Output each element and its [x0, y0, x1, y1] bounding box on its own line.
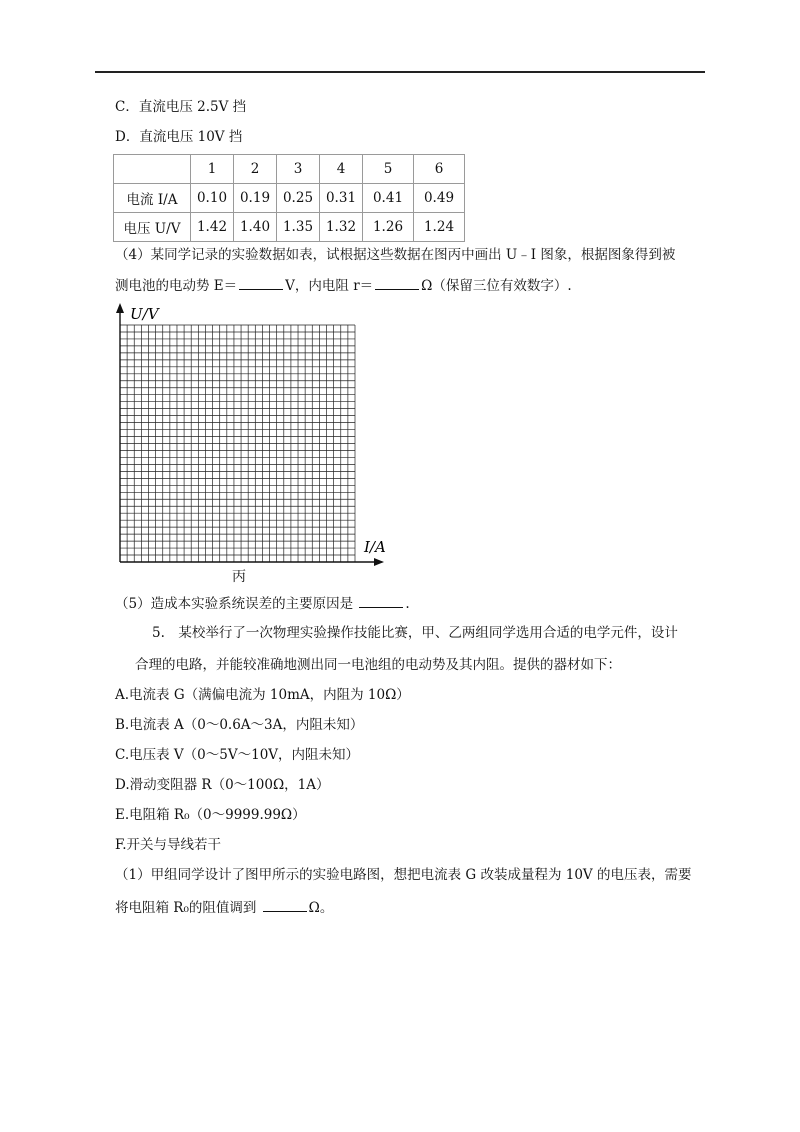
table-cell: 1.32	[320, 213, 363, 242]
table-row	[114, 213, 465, 242]
table-cell: 0.10	[191, 184, 234, 213]
sub1-text: 将电阻箱 R₀的阻值调到	[115, 900, 261, 916]
table-header-cell: 6	[414, 155, 465, 184]
table-row-label: 电流 I/A	[114, 184, 191, 213]
answer-blank-r0[interactable]	[263, 898, 307, 912]
equipment-item-a: A.电流表 G（满偏电流为 10mA，内阻为 10Ω）	[115, 687, 410, 703]
q4-line1: （4）某同学记录的实验数据如表，试根据这些数据在图丙中画出 U﹣I 图象，根据图象得到被	[115, 247, 676, 263]
equipment-item-f: F.开关与导线若干	[115, 837, 222, 853]
equipment-item-b: B.电流表 A（0～0.6A～3A，内阻未知）	[115, 717, 364, 733]
table-cell: 0.41	[363, 184, 414, 213]
equipment-item-d: D.滑动变阻器 R（0～100Ω，1A）	[115, 777, 330, 793]
table-header-cell: 3	[277, 155, 320, 184]
q5-text: （5）造成本实验系统误差的主要原因是	[115, 596, 358, 612]
table-cell: 1.24	[414, 213, 465, 242]
table-cell: 0.49	[414, 184, 465, 213]
table-row	[114, 184, 465, 213]
top-rule	[95, 71, 705, 73]
q5-line	[115, 594, 410, 613]
table-header-cell	[114, 155, 191, 184]
table-header-cell: 4	[320, 155, 363, 184]
q5-end: .	[405, 596, 410, 612]
q4-text-e: 测电池的电动势 E＝	[115, 278, 238, 294]
answer-blank-e[interactable]	[239, 276, 283, 290]
table-cell: 1.42	[191, 213, 234, 242]
table-header-cell: 2	[234, 155, 277, 184]
sub1-line2	[115, 898, 333, 917]
data-table	[113, 154, 465, 242]
table-cell: 1.40	[234, 213, 277, 242]
answer-blank-q5[interactable]	[359, 594, 403, 608]
table-header-row	[114, 155, 465, 184]
table-row-label: 电压 U/V	[114, 213, 191, 242]
table-cell: 1.26	[363, 213, 414, 242]
equipment-item-e: E.电阻箱 R₀（0～9999.99Ω）	[115, 807, 306, 823]
table-cell: 0.31	[320, 184, 363, 213]
problem5-line1: 5. 某校举行了一次物理实验操作技能比赛，甲、乙两组同学选用合适的电学元件，设计	[152, 625, 678, 641]
table-header-cell: 5	[363, 155, 414, 184]
x-axis-arrow-icon	[374, 558, 384, 566]
table-cell: 0.25	[277, 184, 320, 213]
figure-caption: 丙	[232, 569, 246, 585]
x-axis-label: I/A	[364, 538, 386, 556]
grid-lines	[120, 325, 355, 562]
y-axis-arrow-icon	[116, 303, 124, 313]
table-cell: 0.19	[234, 184, 277, 213]
q4-line2	[115, 276, 572, 295]
option-d: D．直流电压 10V 挡	[115, 129, 243, 145]
option-c: C．直流电压 2.5V 挡	[115, 99, 247, 115]
sub1-end: Ω。	[308, 900, 334, 916]
answer-blank-r[interactable]	[375, 276, 419, 290]
q4-text-r: V，内电阻 r＝	[285, 278, 374, 294]
q4-text-end: Ω（保留三位有效数字）.	[421, 278, 572, 294]
table-header-cell: 1	[191, 155, 234, 184]
ui-graph-grid	[108, 300, 398, 570]
problem5-line2: 合理的电路，并能较准确地测出同一电池组的电动势及其内阻。提供的器材如下：	[135, 657, 621, 673]
table-cell: 1.35	[277, 213, 320, 242]
sub1-line1: （1）甲组同学设计了图甲所示的实验电路图，想把电流表 G 改装成量程为 10V 的电压表，需要	[115, 867, 692, 883]
y-axis-label: U/V	[130, 305, 159, 323]
equipment-item-c: C.电压表 V（0～5V～10V，内阻未知）	[115, 747, 360, 763]
